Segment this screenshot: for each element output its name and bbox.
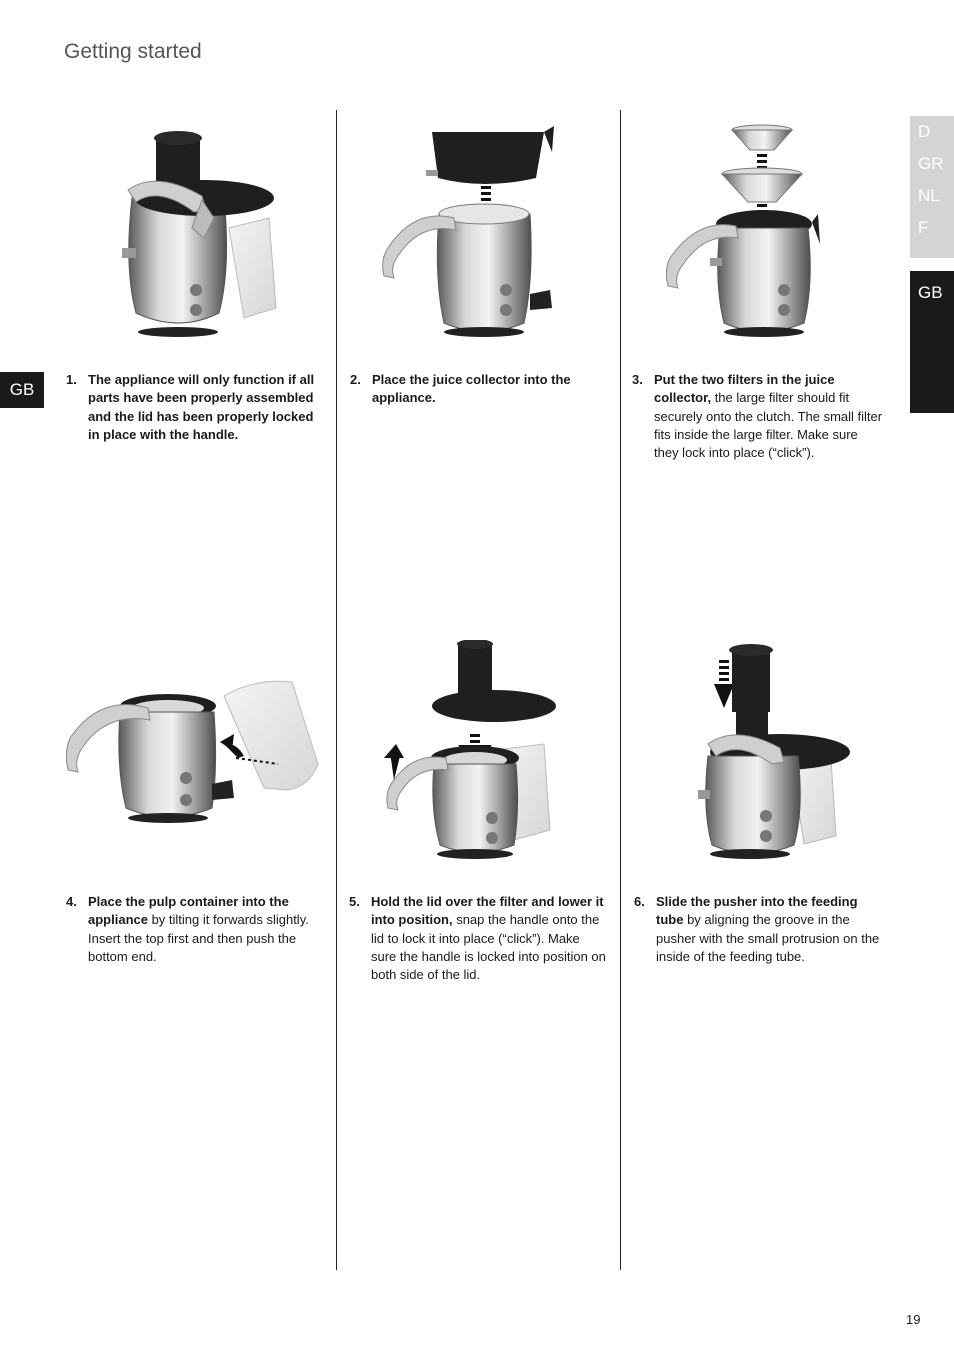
step-1-text [66,371,316,444]
step-5-lead: Hold the lid over the filter and lower it into position, [371,894,604,928]
step-1-lead: The appliance will only function if all parts have been properly assembled and the lid has been properly locked in place with the handle. [88,372,315,442]
step-2-illustration [354,118,614,348]
step-6-text [634,893,884,966]
language-tab-gb[interactable]: GB [918,283,943,302]
language-tab-d[interactable]: D [918,122,931,141]
step-2-lead: Place the juice collector into the appliance. [372,372,571,406]
language-tab-active[interactable] [910,271,954,413]
step-4-lead: Place the pulp container into the appliance [88,894,289,928]
step-2-number: 2. [350,372,361,387]
language-tab-nl[interactable]: NL [918,186,940,205]
page-number: 19 [906,1312,921,1327]
step-2-text [350,371,602,408]
step-6-lead: Slide the pusher into the feeding tube [656,894,858,928]
step-3-number: 3. [632,372,643,387]
step-1-number: 1. [66,372,77,387]
page-title: Getting started [64,40,202,63]
step-5-number: 5. [349,894,360,909]
step-3-lead: Put the two filters in the juice collector, [654,372,835,406]
step-4-text [66,893,318,966]
step-4-illustration [64,668,324,898]
step-5-rest: snap the handle onto the lid to lock it into place (“click”). Make sure the handle is locked into position on both side of the lid. [371,912,606,983]
language-tab-gr[interactable]: GR [918,154,944,173]
language-tab-f[interactable]: F [918,218,929,237]
step-6-rest: by aligning the groove in the pusher with the small protrusion on the inside of the feeding tube. [656,912,880,964]
language-marker-left: GB [0,372,44,408]
step-3-text [632,371,884,462]
step-6-number: 6. [634,894,645,909]
step-6-illustration [640,640,900,870]
step-4-rest: by tilting it forwards slightly. Insert the top first and then push the bottom end. [88,912,309,964]
column-divider-1 [336,110,337,1270]
step-5-text [349,893,607,984]
language-tabs-inactive [910,116,954,258]
step-5-illustration [354,640,614,870]
step-1-illustration [64,118,324,348]
step-3-rest: the large filter should fit securely onto the clutch. The small filter fits inside the large filter. Make sure they lock into place (“click”). [654,390,883,461]
step-4-number: 4. [66,894,77,909]
step-3-illustration [640,118,900,348]
column-divider-2 [620,110,621,1270]
